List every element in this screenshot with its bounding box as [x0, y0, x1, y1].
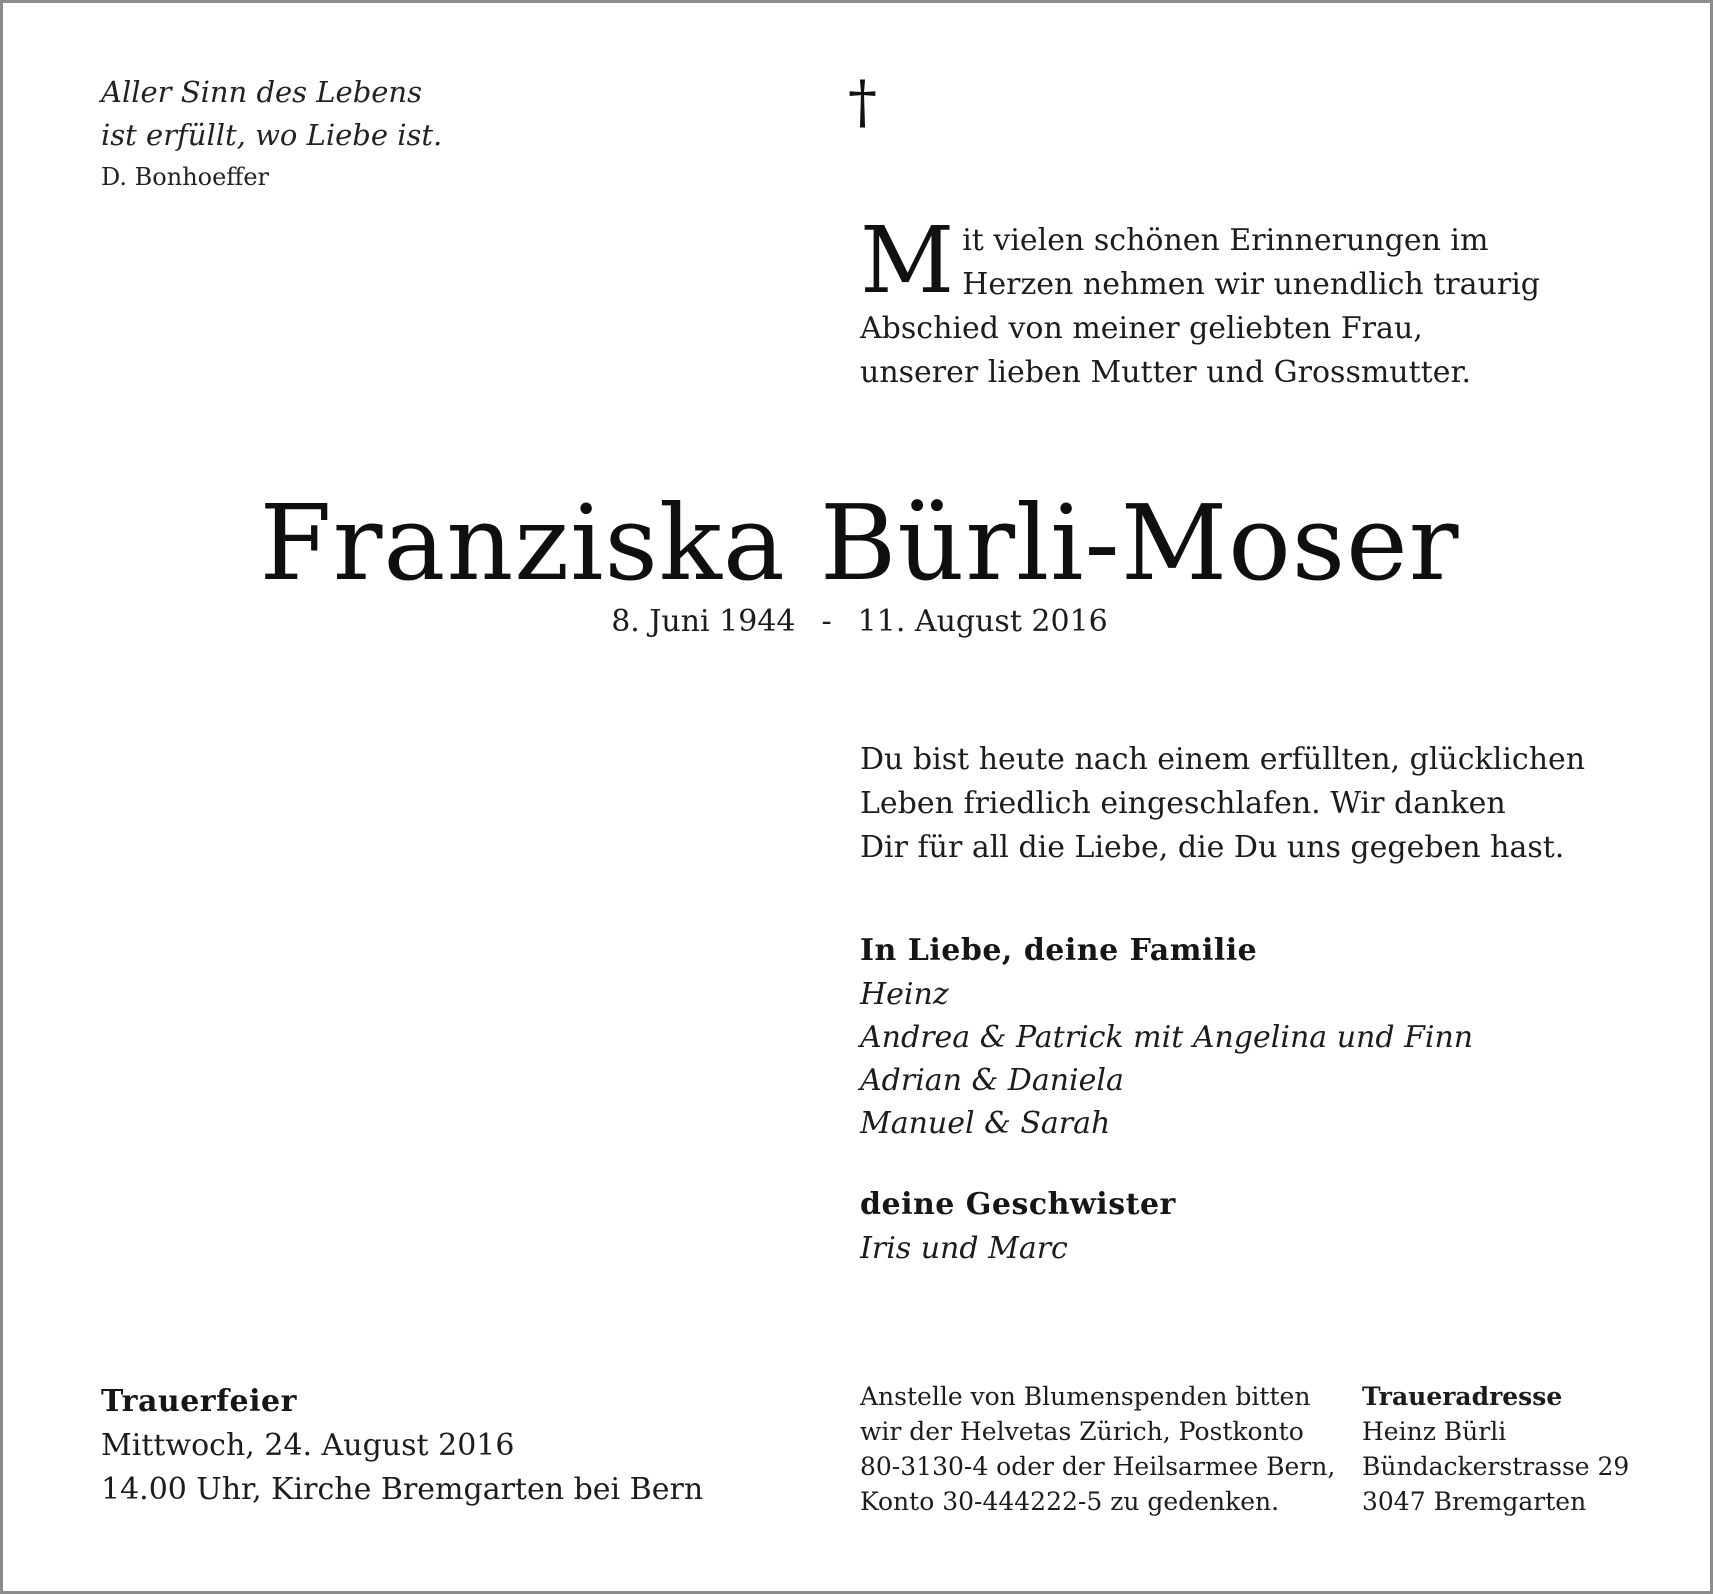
service-heading: Trauerfeier [101, 1384, 297, 1419]
funeral-service-block [101, 1380, 703, 1512]
farewell-paragraph [860, 738, 1585, 870]
farewell-line: Dir für all die Liebe, die Du uns gegeben hast. [860, 830, 1565, 865]
quote-line: Aller Sinn des Lebens [101, 75, 422, 109]
family-member: Andrea & Patrick mit Angelina und Finn [860, 1020, 1474, 1055]
sibling-names: Iris und Marc [860, 1231, 1068, 1266]
intro-paragraph [860, 207, 1620, 395]
donation-line: Anstelle von Blumenspenden bitten [860, 1382, 1311, 1411]
farewell-line: Leben friedlich eingeschlafen. Wir danken [860, 786, 1506, 821]
mourning-address-block [1362, 1379, 1629, 1519]
deceased-name: Franziska Bürli-Moser [259, 482, 1460, 604]
service-date: Mittwoch, 24. August 2016 [101, 1428, 515, 1463]
life-dates [3, 599, 1713, 645]
death-date: 11. August 2016 [857, 604, 1108, 639]
family-member: Heinz [860, 977, 949, 1012]
donation-note [860, 1379, 1335, 1519]
farewell-line: Du bist heute nach einem erfüllten, glücklichen [860, 742, 1586, 777]
intro-line: unserer lieben Mutter und Grossmutter. [860, 355, 1472, 390]
cross-icon: † [848, 68, 877, 136]
address-line: Heinz Bürli [1362, 1417, 1507, 1446]
bonhoeffer-quote [101, 71, 442, 197]
family-heading: In Liebe, deine Familie [860, 933, 1258, 968]
intro-line: it vielen schönen Erinnerungen im [962, 223, 1489, 258]
address-heading: Traueradresse [1362, 1382, 1563, 1411]
quote-line: ist erfüllt, wo Liebe ist. [101, 118, 443, 152]
drop-cap: M [860, 207, 955, 314]
family-member: Manuel & Sarah [860, 1106, 1111, 1141]
service-time-place: 14.00 Uhr, Kirche Bremgarten bei Bern [101, 1472, 704, 1507]
address-line: Bündackerstrasse 29 [1362, 1452, 1630, 1481]
family-block [860, 929, 1473, 1145]
donation-line: 80-3130-4 oder der Heilsarmee Bern, [860, 1452, 1336, 1481]
intro-line: Abschied von meiner geliebten Frau, [860, 311, 1423, 346]
address-line: 3047 Bremgarten [1362, 1487, 1587, 1516]
donation-line: wir der Helvetas Zürich, Postkonto [860, 1417, 1304, 1446]
donation-line: Konto 30-444222-5 zu gedenken. [860, 1487, 1280, 1516]
family-member: Adrian & Daniela [860, 1063, 1124, 1098]
siblings-block [860, 1183, 1176, 1270]
birth-date: 8. Juni 1944 [611, 604, 796, 639]
quote-author: D. Bonhoeffer [101, 163, 270, 191]
intro-line: Herzen nehmen wir unendlich traurig [962, 267, 1540, 302]
siblings-heading: deine Geschwister [860, 1187, 1176, 1222]
date-separator: - [821, 604, 832, 639]
